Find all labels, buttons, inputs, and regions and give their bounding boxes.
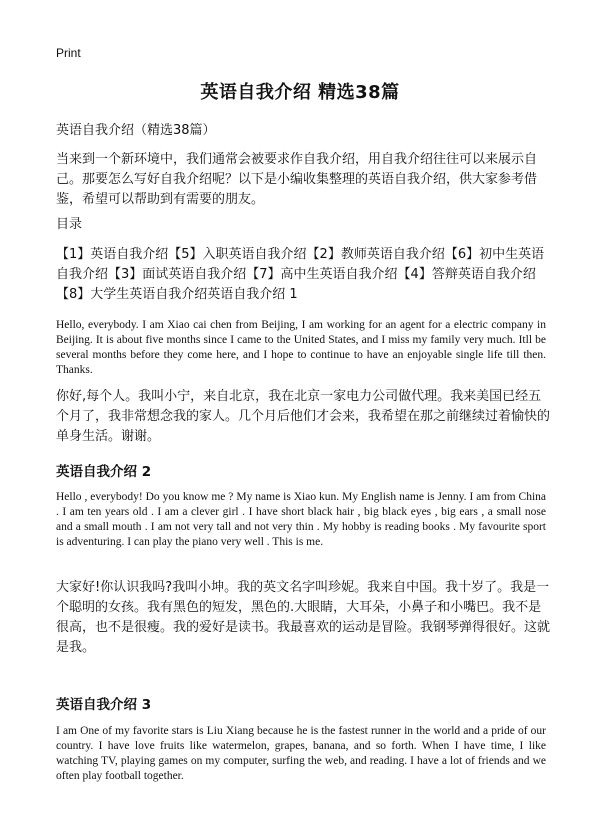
document-subtitle: 英语自我介绍（精选38篇） (56, 123, 216, 138)
section1-english-paragraph: Hello, everybody. I am Xiao cai chen from Beijing, I am working for an agent for a electric company in Beijing. It is about five months since I came to the United States, and I miss my family very much. Itll be several months before they come here, and I hope to continue to have an enjoyable single life till then. Thanks. (56, 319, 546, 376)
section1-chinese-paragraph: 你好,每个人。我叫小宁，来自北京，我在北京一家电力公司做代理。我来美国已经五个月了，我非常想念我的家人。几个月后他们才会来，我希望在那之前继续过着愉快的单身生活。谢谢。 (56, 389, 551, 444)
section2-heading: 英语自我介绍 2 (56, 464, 152, 480)
toc-text: 【1】英语自我介绍【5】入职英语自我介绍【2】教师英语自我介绍【6】初中生英语自我介绍【3】面试英语自我介绍【7】高中生英语自我介绍【4】答辩英语自我介绍【8】大学生英语自我介绍英语自我介绍 1 (56, 247, 545, 302)
section3-english-paragraph: I am One of my favorite stars is Liu Xiang because he is the fastest runner in the world and a pride of our country. I have love fruits like watermelon, grapes, banana, and so forth. When I have time, I like watching TV, playing games on my computer, surfing the web, and reading. I have a lot of friends and we often play football together. (56, 725, 546, 782)
toc-label: 目录 (56, 217, 83, 232)
section2-chinese-paragraph: 大家好!你认识我吗?我叫小坤。我的英文名字叫珍妮。我来自中国。我十岁了。我是一个聪明的女孩。我有黑色的短发，黑色的.大眼睛，大耳朵，小鼻子和小嘴巴。我不是很高，也不是很瘦。我的爱好是读书。我最喜欢的运动是冒险。我钢琴弹得很好。这就是我。 (56, 580, 551, 655)
section2-english-paragraph: Hello , everybody! Do you know me ? My name is Xiao kun. My English name is Jenny. I am from China . I am ten years old . I am a clever girl . I have short black hair , big black eyes , big ears , a small nose and a small mouth . I am not very tall and not very thin . My hobby is reading books . My favourite sport is adventuring. I can play the piano very well . This is me. (56, 491, 546, 548)
document-title: 英语自我介绍 精选38篇 (200, 82, 400, 103)
print-label: Print (56, 46, 81, 60)
section3-heading: 英语自我介绍 3 (56, 697, 152, 713)
intro-paragraph: 当来到一个新环境中，我们通常会被要求作自我介绍，用自我介绍往往可以来展示自己。那要怎么写好自我介绍呢？以下是小编收集整理的英语自我介绍，供大家参考借鉴，希望可以帮助到有需要的朋友。 (56, 152, 538, 207)
